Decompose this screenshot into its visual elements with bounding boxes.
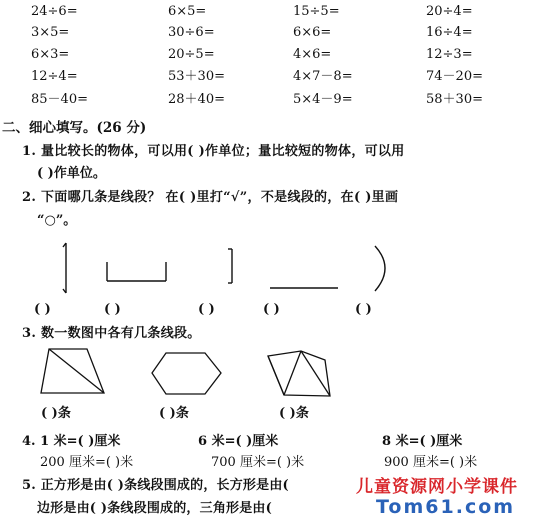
arith-c4-r3: 12÷3= bbox=[426, 47, 473, 62]
section-title: 二、细心填写。(26 分) bbox=[2, 120, 147, 136]
q2-blank-5: ( ) bbox=[355, 302, 372, 317]
arith-c4-r4: 74－20= bbox=[426, 69, 483, 84]
arith-c1-r5: 85－40= bbox=[31, 92, 88, 107]
q2-line1: 2. 下面哪几条是线段？ 在( )里打“√”，不是线段的，在( )里画 bbox=[22, 190, 399, 205]
arith-c3-r3: 4×6= bbox=[293, 47, 332, 62]
q2-blank-2: ( ) bbox=[104, 302, 121, 317]
arith-c2-r2: 30÷6= bbox=[168, 25, 215, 40]
q4-r1-c1: 4. 1 米=( )厘米 bbox=[22, 434, 121, 449]
arith-c2-r1: 6×5= bbox=[168, 4, 207, 19]
q4-r2-c2: 700 厘米=( )米 bbox=[211, 455, 305, 470]
arith-c2-r3: 20÷5= bbox=[168, 47, 215, 62]
q3-line1: 3. 数一数图中各有几条线段。 bbox=[22, 326, 201, 341]
q4-r1-c3: 8 米=( )厘米 bbox=[382, 434, 463, 449]
watermark-url: Tom61.com bbox=[376, 496, 516, 518]
arith-c3-r4: 4×7－8= bbox=[293, 69, 353, 84]
q3-blank-2: ( )条 bbox=[159, 406, 189, 421]
shape-quadrilateral bbox=[41, 349, 104, 393]
arith-c3-r2: 6×6= bbox=[293, 25, 332, 40]
q2-line2: “○”。 bbox=[37, 213, 77, 228]
q4-r1-c2: 6 米=( )厘米 bbox=[198, 434, 279, 449]
q3-blank-3: ( )条 bbox=[279, 406, 309, 421]
arith-c2-r5: 28＋40= bbox=[168, 92, 225, 107]
q3-blank-1: ( )条 bbox=[41, 406, 71, 421]
arith-c3-r5: 5×4－9= bbox=[293, 92, 353, 107]
arith-c4-r2: 16÷4= bbox=[426, 25, 473, 40]
q2-blank-1: ( ) bbox=[34, 302, 51, 317]
arith-c1-r3: 6×3= bbox=[31, 47, 70, 62]
arith-c1-r4: 12÷4= bbox=[31, 69, 78, 84]
q2-blank-3: ( ) bbox=[198, 302, 215, 317]
shape-pentagon-split bbox=[268, 351, 330, 396]
watermark-logo bbox=[356, 470, 546, 522]
arith-c1-r2: 3×5= bbox=[31, 25, 70, 40]
arith-c4-r1: 20÷4= bbox=[426, 4, 473, 19]
q5-line1: 5. 正方形是由( )条线段围成的，长方形是由( bbox=[22, 478, 289, 493]
q2-blank-4: ( ) bbox=[263, 302, 280, 317]
arith-c3-r1: 15÷5= bbox=[293, 4, 340, 19]
arith-c4-r5: 58＋30= bbox=[426, 92, 483, 107]
arith-c1-r1: 24÷6= bbox=[31, 4, 78, 19]
q4-r2-c1: 200 厘米=( )米 bbox=[40, 455, 134, 470]
shape-hexagon bbox=[152, 353, 221, 394]
q5-line2: 边形是由( )条线段围成的，三角形是由( bbox=[37, 501, 272, 516]
q1-line1: 1. 量比较长的物体，可以用( )作单位；量比较短的物体，可以用 bbox=[22, 144, 405, 159]
q1-line2: ( )作单位。 bbox=[37, 166, 106, 181]
q4-r2-c3: 900 厘米=( )米 bbox=[384, 455, 478, 470]
watermark-text: 儿童资源网小学课件 bbox=[356, 477, 518, 497]
arith-c2-r4: 53＋30= bbox=[168, 69, 225, 84]
